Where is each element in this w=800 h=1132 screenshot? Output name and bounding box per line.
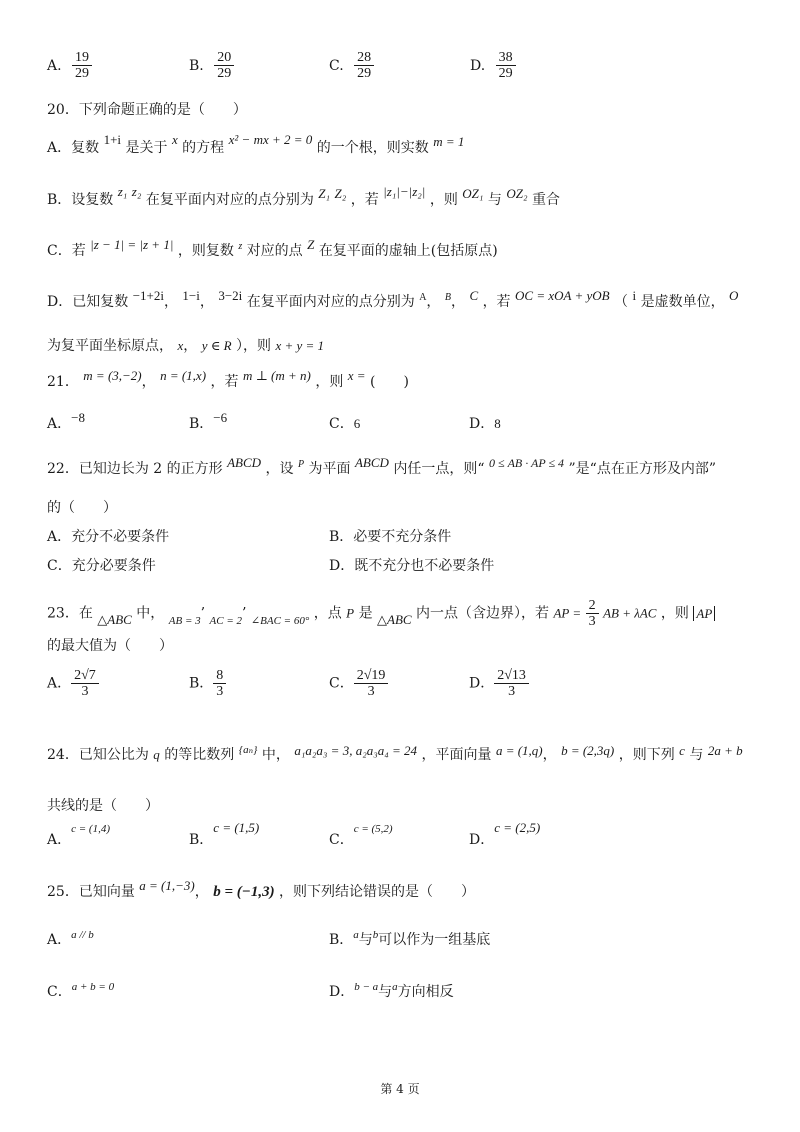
q24-option-d: D．c = (2,5) <box>469 820 541 848</box>
q24-stem: 24．已知公比为 q 的等比数列 $^{\{a_n\}}$ 中， a₁a₂a₃ = 3, a₂a₃a₄ = 24 ，平面向量 a = (1,q)， b = (2,3q) ，则下列 c 与 2a + b <box>47 743 743 763</box>
fraction: $\frac{2√19}{3}$ <box>354 668 389 699</box>
fraction: $\frac{19}{29}$ <box>72 50 92 81</box>
q19-option-b: B. $\frac{20}{29}$ <box>189 50 234 81</box>
q24-option-b: B．c = (1,5) <box>189 820 260 848</box>
q22-option-a: A．充分不必要条件 <box>47 529 170 545</box>
fraction: $\frac{20}{29}$ <box>214 50 234 81</box>
q25-stem: 25．已知向量 a = (1,−3)， b = (−1,3) ，则下列结论错误的是（ ） <box>47 878 476 900</box>
q19-option-c: C. $\frac{28}{29}$ <box>329 50 374 81</box>
q23-stem: 23．在 △ABC 中， $_{AB = 3}$’ $_{AC = 2}$’ $_{\angle BAC = 60^\circ}$ ，点 P 是 △ABC 内一点（含边界），若 AP = $\frac{2}{3}$ AB + λAC ，则 AP <box>47 598 715 629</box>
fraction: $\frac{28}{29}$ <box>354 50 374 81</box>
q20-stem: 20．下列命题正确的是（ ） <box>47 102 247 118</box>
q24-option-c: C．$^{c = (5,2)}$ <box>329 823 393 848</box>
q24-options <box>47 820 541 851</box>
page-number: 第 4 页 <box>380 1082 420 1096</box>
q20-option-d: D．已知复数 −1+2i， 1−i， 3−2i 在复平面内对应的点分别为 $^A$， $^B$， C ，若 OC = xOA + yOB （ i 是虚数单位， O <box>47 288 739 310</box>
q21-option-b: B．−6 <box>189 410 228 432</box>
fraction: $\frac{2√7}{3}$ <box>71 668 99 699</box>
q23-stem-continued: 的最大值为（ ） <box>47 638 173 654</box>
q19-option-d: D. $\frac{38}{29}$ <box>470 50 516 81</box>
fraction: $\frac{8}{3}$ <box>213 668 226 699</box>
q23-options <box>47 668 529 699</box>
q24-stem-continued: 共线的是（ ） <box>47 798 159 814</box>
q23-option-b: B． $\frac{8}{3}$ <box>189 668 329 699</box>
q22-stem-continued: 的（ ） <box>47 500 117 516</box>
q21-option-a: A．−8 <box>47 410 85 432</box>
q20-option-b: B．设复数 z₁ z₂ 在复平面内对应的点分别为 Z₁ Z₂ ，若 |z₁|−|z₂| ，则 OZ₁ 与 OZ₂ 重合 <box>47 184 560 208</box>
fraction: $\frac{38}{29}$ <box>496 50 516 81</box>
fraction: $\frac{2}{3}$ <box>586 598 599 629</box>
q25-option-d: D．$^{b - a}$与$^a$方向相反 <box>329 981 454 1000</box>
q23-option-d: D． $\frac{2√13}{3}$ <box>469 668 529 699</box>
q21-stem: 21． m = (3,−2)， n = (1,x) ，若 m ⊥ (m + n) ，则 x = ( ) <box>47 368 409 390</box>
q20-option-d-continued: 为复平面坐标原点， x， y ∈ R ），则 x + y = 1 <box>47 338 325 354</box>
q25-option-a: A．$^{a // b}$ <box>47 929 94 948</box>
q23-option-a: A． $\frac{2√7}{3}$ <box>47 668 189 699</box>
q21-option-c: C．6 <box>329 416 361 432</box>
q20-option-c: C．若 |z − 1| = |z + 1| ，则复数 $^z$ 对应的点 Z 在复平面的虚轴上(包括原点) <box>47 237 498 259</box>
q21-option-d: D．8 <box>469 416 501 432</box>
q21-options <box>47 410 501 434</box>
q19-option-a: A. $\frac{19}{29}$ <box>47 50 92 81</box>
q22-option-c: C．充分必要条件 <box>47 558 156 574</box>
q24-option-a: A．$^{c = (1,4)}$ <box>47 823 111 848</box>
q25-option-c: C．$^{a + b = 0}$ <box>47 981 115 1000</box>
q20-option-a: A．复数 1+i 是关于 x 的方程 x² − mx + 2 = 0 的一个根，则实数 m = 1 <box>47 132 465 156</box>
q25-option-b: B．$^a$与$^b$可以作为一组基底 <box>329 929 491 948</box>
q22-stem: 22．已知边长为 2 的正方形 ABCD ，设 $^P$ 为平面 ABCD 内任一点，则“ 0 ≤ AB · AP ≤ 4 ”是“点在正方形及内部” <box>47 455 716 477</box>
q22-option-b: B．必要不充分条件 <box>329 529 452 545</box>
q23-option-c: C． $\frac{2√19}{3}$ <box>329 668 469 699</box>
q22-option-d: D．既不充分也不必要条件 <box>329 558 495 574</box>
fraction: $\frac{2√13}{3}$ <box>494 668 529 699</box>
